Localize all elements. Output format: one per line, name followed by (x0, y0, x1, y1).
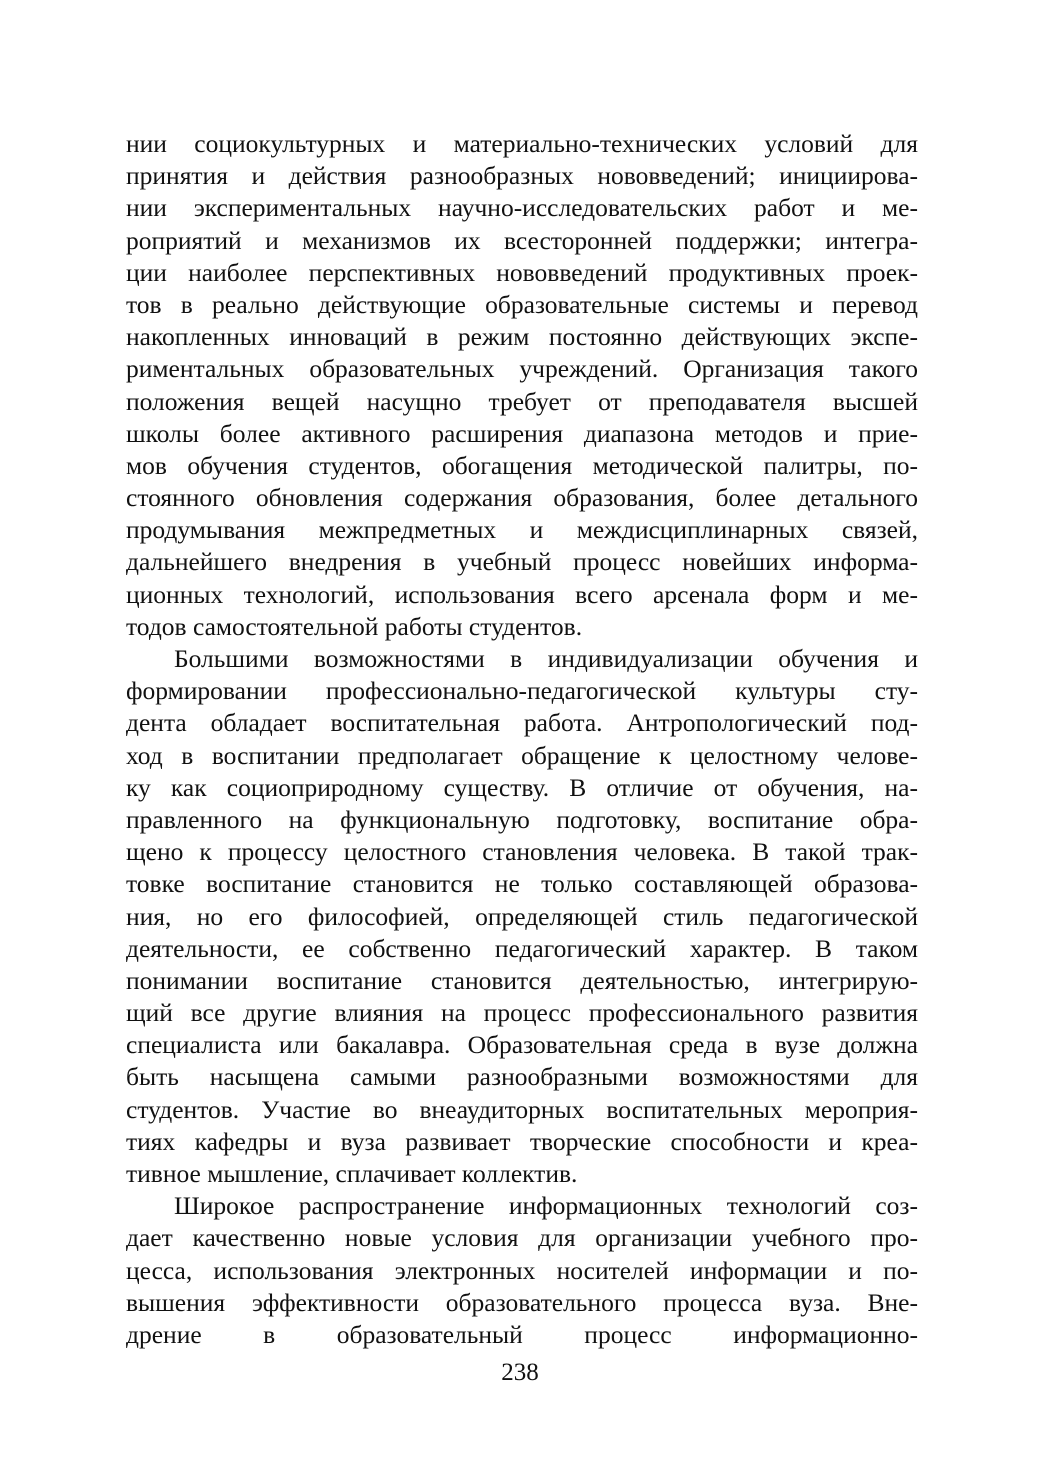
text-line: деятельности, ее собственно педагогический характер. В таком (126, 933, 918, 963)
text-line: стоянного обновления содержания образования, более детального (126, 483, 918, 513)
text-line: понимании воспитание становится деятельностью, интегрирую- (126, 965, 918, 995)
text-line: нии социокультурных и материально-технических условий для (126, 129, 918, 158)
text-line: Широкое распространение информационных технологий соз- (174, 1191, 918, 1221)
text-line: быть насыщена самыми разнообразными возможностями для (126, 1062, 918, 1092)
text-line: дента обладает воспитательная работа. Антропологический под- (126, 708, 918, 738)
text-line: риментальных образовательных учреждений. Организация такого (126, 354, 918, 384)
text-line: студентов. Участие во внеаудиторных воспитательных мероприя- (126, 1094, 918, 1124)
text-line: ход в воспитании предполагает обращение к целостному челове- (126, 740, 918, 770)
text-line: щено к процессу целостного становления человека. В такой трак- (126, 837, 918, 867)
text-line: правленного на функциональную подготовку, воспитание обра- (126, 804, 918, 834)
text-line: ционных технологий, использования всего арсенала форм и ме- (126, 579, 918, 609)
text-line: специалиста или бакалавра. Образовательная среда в вузе должна (126, 1030, 918, 1060)
text-line: формировании профессионально-педагогической культуры сту- (126, 676, 918, 706)
paragraph (126, 128, 918, 643)
text-line: вышения эффективности образовательного процесса вуза. Вне- (126, 1287, 918, 1317)
text-line: щий все другие влияния на процесс профессионального развития (126, 998, 918, 1028)
text-line: тов в реально действующие образовательные системы и перевод (126, 289, 918, 319)
text-line: школы более активного расширения диапазона методов и прие- (126, 418, 918, 448)
text-line: продумывания межпредметных и междисциплинарных связей, (126, 515, 918, 545)
paragraph (126, 1190, 918, 1351)
text-line: роприятий и механизмов их всесторонней поддержки; интегра- (126, 225, 918, 255)
text-line: мов обучения студентов, обогащения методической палитры, по- (126, 450, 918, 480)
text-line: принятия и действия разнообразных нововведений; инициирова- (126, 161, 918, 191)
text-line: положения вещей насущно требует от преподавателя высшей (126, 386, 918, 416)
text-line: ния, но его философией, определяющей стиль педагогической (126, 901, 918, 931)
text-line: нии экспериментальных научно-исследовательских работ и ме- (126, 193, 918, 223)
text-line: тодов самостоятельной работы студентов. (126, 611, 583, 641)
text-line: накопленных инноваций в режим постоянно действующих экспе- (126, 322, 918, 352)
text-line: дрение в образовательный процесс информационно- (126, 1319, 918, 1349)
text-line: ку как социоприродному существу. В отличие от обучения, на- (126, 772, 918, 802)
page-number: 238 (501, 1359, 539, 1386)
text-line: цесса, использования электронных носителей информации и по- (126, 1255, 918, 1285)
text-line: дает качественно новые условия для организации учебного про- (126, 1223, 918, 1253)
paragraph (126, 643, 918, 1190)
page-body (126, 128, 918, 1351)
text-line: ции наиболее перспективных нововведений продуктивных проек- (126, 257, 918, 287)
text-line: товке воспитание становится не только составляющей образова- (126, 869, 918, 899)
text-line: Большими возможностями в индивидуализации обучения и (174, 644, 918, 673)
text-line: дальнейшего внедрения в учебный процесс новейших информа- (126, 547, 918, 577)
text-line: тивное мышление, сплачивает коллектив. (126, 1159, 578, 1188)
text-line: тиях кафедры и вуза развивает творческие способности и креа- (126, 1126, 918, 1156)
